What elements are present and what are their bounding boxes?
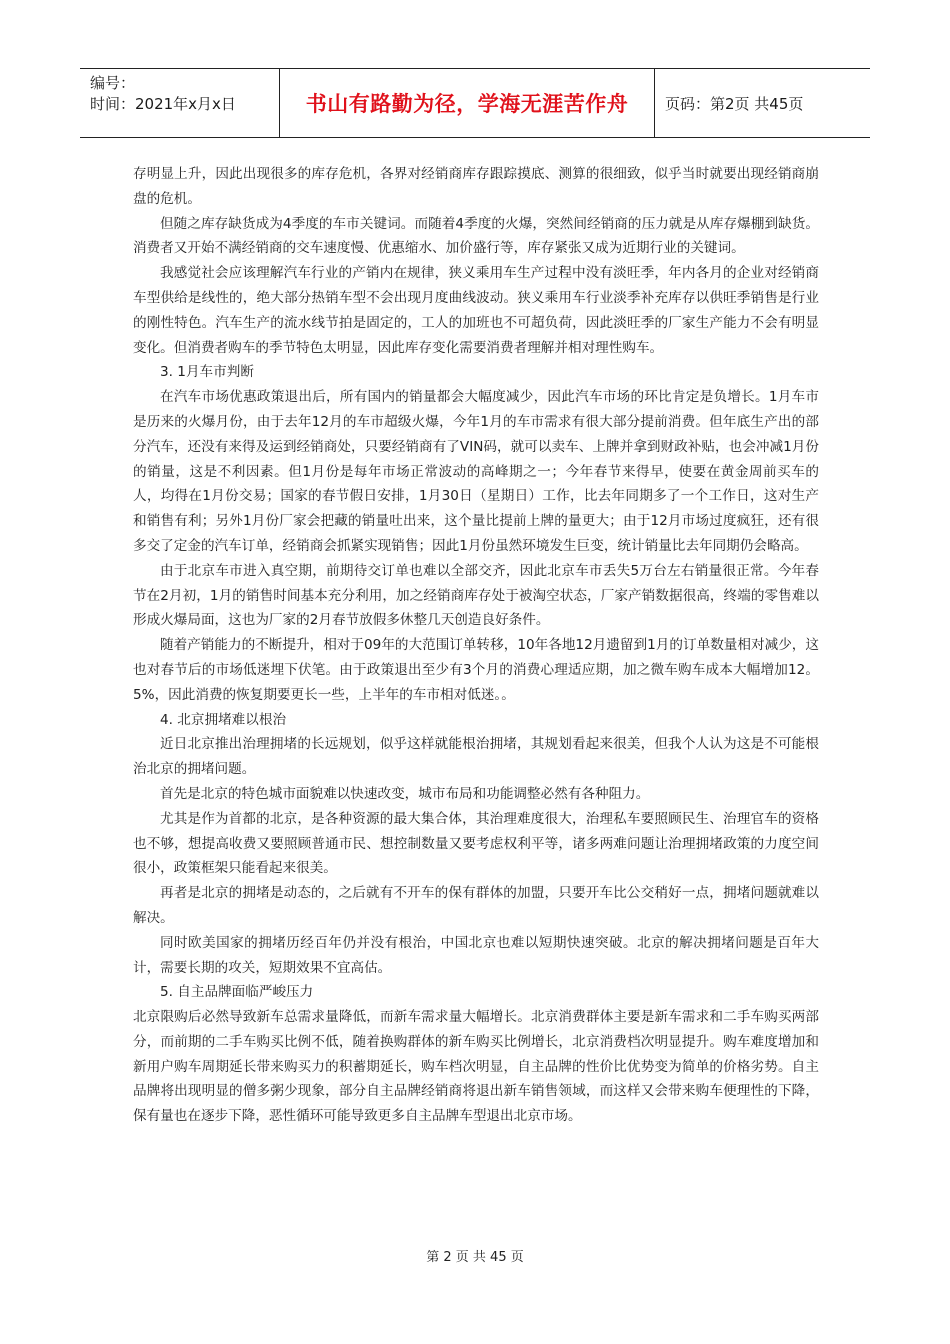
paragraph: 北京限购后必然导致新车总需求量降低，而新车需求量大幅增长。北京消费群体主要是新车需求和二手车购买两部分，而前期的二手车购买比例不低，随着换购群体的新车购买比例增长，北京消费档次明显提升。购车难度增加和新用户购车周期延长带来购买力的积蓄期延长，购车档次明显，自主品牌的性价比优势变为简单的价格劣势。自主品牌将出现明显的僧多粥少现象，部分自主品牌经销商将退出新车销售领域，而这样又会带来购车便理性的下降，保有量也在逐步下降，恶性循环可能导致更多自主品牌车型退出北京市场。 — [133, 1009, 819, 1125]
page-footer: 第 2 页 共 45 页 — [426, 1250, 524, 1265]
date-label: 时间：2021年x月x日 — [90, 95, 236, 113]
paragraph: 同时欧美国家的拥堵历经百年仍并没有根治，中国北京也难以短期快速突破。北京的解决拥堵问题是百年大计，需要长期的攻关，短期效果不宜高估。 — [133, 934, 819, 976]
document-body — [133, 162, 819, 1129]
header-motto: 书山有路勤为径，学海无涯苦作舟 — [280, 69, 655, 137]
header-page-label: 页码：第2页 共45页 — [665, 94, 804, 113]
paragraph: 但随之库存缺货成为4季度的车市关键词。而随着4季度的火爆，突然间经销商的压力就是从库存爆棚到缺货。消费者又开始不满经销商的交车速度慢、优惠缩水、加价盛行等，库存紧张又成为近期行业的关键词。 — [133, 215, 819, 257]
section-heading: 4. 北京拥堵难以根治 — [160, 711, 287, 728]
paragraph: 尤其是作为首都的北京，是各种资源的最大集合体，其治理难度很大，治理私车要照顾民生、治理官车的资格也不够，想提高收费又要照顾普通市民、想控制数量又要考虑权利平等，诸多两难问题让治理拥堵政策的力度空间很小，政策框架只能看起来很美。 — [133, 810, 819, 877]
header-meta — [80, 69, 280, 137]
number-label: 编号： — [90, 74, 136, 92]
section-heading: 3. 1月车市判断 — [160, 364, 254, 381]
paragraph: 在汽车市场优惠政策退出后，所有国内的销量都会大幅度减少，因此汽车市场的环比肯定是负增长。1月车市是历来的火爆月份，由于去年12月的车市超级火爆，今年1月的车市需求有很大部分提前消费。但年底生产出的部分汽车，还没有来得及运到经销商处，只要经销商有了VIN码，就可以卖车、上牌并拿到财政补贴，也会冲减1月份的销量，这是不利因素。但1月份是每年市场正常波动的高峰期之一；今年春节来得早，使要在黄金周前买车的人，均得在1月份交易；国家的春节假日安排，1月30日（星期日）工作，比去年同期多了一个工作日，这对生产和销售有利；另外1月份厂家会把藏的销量吐出来，这个量比提前上牌的量更大；由于12月市场过度疯狂，还有很多交了定金的汽车订单，经销商会抓紧实现销售；因此1月份虽然环境发生巨变，统计销量比去年同期仍会略高。 — [133, 389, 819, 554]
paragraph: 再者是北京的拥堵是动态的，之后就有不开车的保有群体的加盟，只要开车比公交稍好一点，拥堵问题就难以解决。 — [133, 885, 819, 926]
paragraph: 存明显上升，因此出现很多的库存危机，各界对经销商库存跟踪摸底、测算的很细致，似乎当时就要出现经销商崩盘的危机。 — [133, 166, 819, 207]
paragraph: 由于北京车市进入真空期，前期待交订单也难以全部交齐，因此北京车市丢失5万台左右销量很正常。今年春节在2月初，1月的销售时间基本充分利用，加之经销商库存处于被淘空状态，厂家产销数据很高，终端的零售难以形成火爆局面，这也为厂家的2月春节放假多休整几天创造良好条件。 — [133, 562, 819, 629]
paragraph: 随着产销能力的不断提升，相对于09年的大范围订单转移，10年各地12月遗留到1月的订单数量相对减少，这也对春节后的市场低迷埋下伏笔。由于政策退出至少有3个月的消费心理适应期，加之微车购车成本大幅增加12。5%，因此消费的恢复期要更长一些，上半年的车市相对低迷。。 — [133, 637, 819, 703]
section-heading: 5. 自主品牌面临严峻压力 — [160, 984, 314, 1001]
paragraph: 近日北京推出治理拥堵的长远规划，似乎这样就能根治拥堵，其规划看起来很美，但我个人认为这是不可能根治北京的拥堵问题。 — [133, 736, 819, 778]
paragraph: 我感觉社会应该理解汽车行业的产销内在规律，狭义乘用车生产过程中没有淡旺季，年内各月的企业对经销商车型供给是线性的，绝大部分热销车型不会出现月度曲线波动。狭义乘用车行业淡季补充库存以供旺季销售是行业的刚性特色。汽车生产的流水线节拍是固定的，工人的加班也不可超负荷，因此淡旺季的厂家生产能力不会有明显变化。但消费者购车的季节特色太明显，因此库存变化需要消费者理解并相对理性购车。 — [133, 265, 819, 356]
page-header — [80, 68, 870, 138]
paragraph: 首先是北京的特色城市面貌难以快速改变，城市布局和功能调整必然有各种阻力。 — [160, 785, 650, 802]
